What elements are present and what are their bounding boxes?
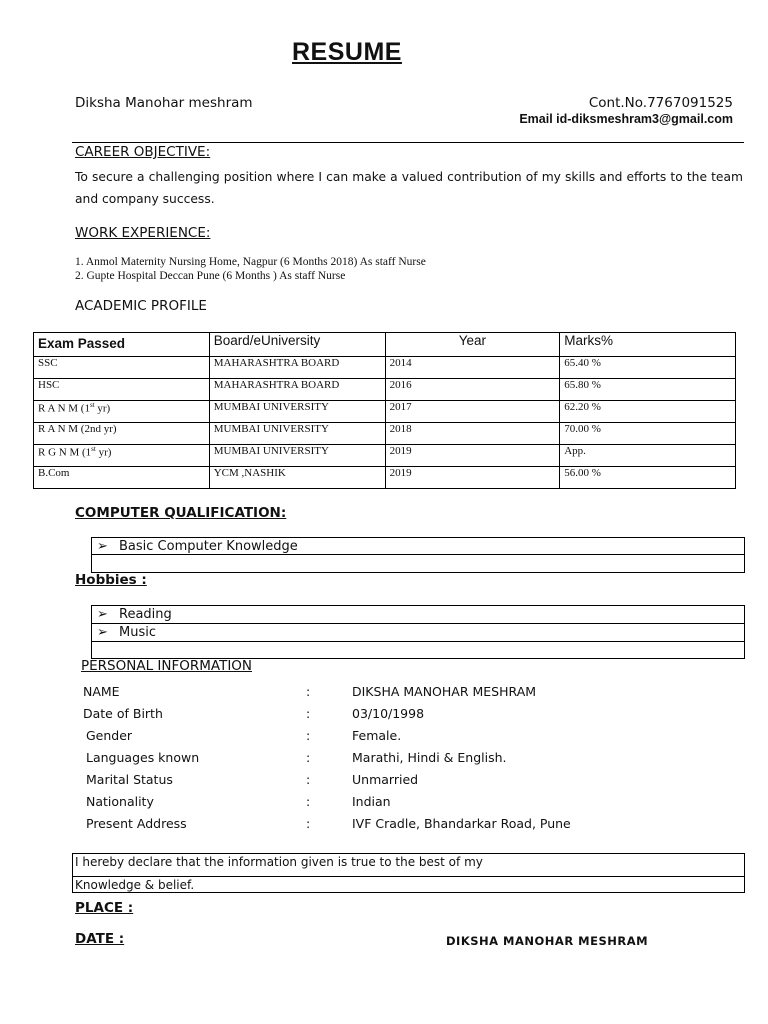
work-experience-heading: WORK EXPERIENCE:: [75, 225, 211, 241]
pi-separator: :: [306, 728, 311, 743]
pi-label-gender: Gender: [86, 728, 133, 743]
resume-title: RESUME: [292, 38, 402, 66]
table-row: [34, 379, 736, 401]
pi-value-dob: 03/10/1998: [352, 706, 425, 721]
academic-table: [33, 332, 736, 489]
arrow-bullet-icon: ➢: [97, 539, 108, 554]
contact-number: Cont.No.7767091525: [588, 95, 733, 111]
marks-cell: 62.20 %: [560, 401, 736, 423]
hobbies-heading: Hobbies :: [75, 572, 147, 588]
table-row: [34, 401, 736, 423]
place-label: PLACE :: [75, 900, 134, 916]
year-cell: 2019: [385, 445, 560, 467]
exam-cell: R A N M (2nd yr): [34, 423, 210, 445]
arrow-bullet-icon: ➢: [97, 625, 108, 640]
board-cell: MUMBAI UNIVERSITY: [209, 423, 385, 445]
pi-value-nationality: Indian: [352, 794, 391, 809]
column-header-board: Board/eUniversity: [209, 333, 385, 357]
board-cell: YCM ,NASHIK: [209, 467, 385, 489]
table-row: [34, 467, 736, 489]
marks-cell: App.: [560, 445, 736, 467]
table-header-row: [34, 333, 736, 357]
work-experience-list: [75, 255, 426, 283]
pi-label-languages: Languages known: [86, 750, 200, 765]
pi-separator: :: [306, 706, 311, 721]
exam-cell: R G N M (1st yr): [34, 445, 210, 467]
hobby-item: Reading: [119, 607, 172, 622]
pi-separator: :: [306, 750, 311, 765]
work-item: 2. Gupte Hospital Deccan Pune (6 Months ) As staff Nurse: [75, 270, 346, 282]
exam-cell: HSC: [34, 379, 210, 401]
signature-name: DIKSHA MANOHAR MESHRAM: [446, 934, 649, 948]
table-row: [34, 357, 736, 379]
candidate-name: Diksha Manohar meshram: [75, 95, 253, 111]
board-cell: MAHARASHTRA BOARD: [209, 379, 385, 401]
exam-cell: B.Com: [34, 467, 210, 489]
pi-label-dob: Date of Birth: [83, 706, 163, 721]
year-cell: 2019: [385, 467, 560, 489]
marks-cell: 65.80 %: [560, 379, 736, 401]
empty-box-row: [91, 641, 745, 659]
board-cell: MUMBAI UNIVERSITY: [209, 401, 385, 423]
pi-label-address: Present Address: [86, 816, 187, 831]
hobby-item: Music: [119, 625, 156, 640]
pi-value-address: IVF Cradle, Bhandarkar Road, Pune: [352, 816, 571, 831]
exam-cell: SSC: [34, 357, 210, 379]
list-item: [91, 605, 745, 624]
list-item: [91, 623, 745, 642]
pi-label-nationality: Nationality: [86, 794, 154, 809]
pi-label-name: NAME: [83, 684, 120, 699]
career-objective-heading: CAREER OBJECTIVE:: [75, 144, 211, 160]
career-objective-text: To secure a challenging position where I can make a valued contribution of my skills and efforts to the team and company success.: [75, 170, 743, 206]
marks-cell: 56.00 %: [560, 467, 736, 489]
pi-value-name: DIKSHA MANOHAR MESHRAM: [352, 684, 537, 699]
year-cell: 2014: [385, 357, 560, 379]
year-cell: 2017: [385, 401, 560, 423]
pi-separator: :: [306, 794, 311, 809]
declaration-line-1: I hereby declare that the information given is true to the best of my: [72, 853, 745, 877]
table-row: [34, 445, 736, 467]
pi-separator: :: [306, 816, 311, 831]
email-address: Email id-diksmeshram3@gmail.com: [519, 112, 733, 126]
empty-box-row: [91, 555, 745, 573]
column-header-exam: Exam Passed: [34, 333, 210, 357]
column-header-marks: Marks%: [560, 333, 736, 357]
pi-separator: :: [306, 684, 311, 699]
exam-cell: R A N M (1st yr): [34, 401, 210, 423]
year-cell: 2018: [385, 423, 560, 445]
marks-cell: 70.00 %: [560, 423, 736, 445]
table-row: [34, 423, 736, 445]
pi-label-marital-status: Marital Status: [86, 772, 173, 787]
header-divider: [72, 142, 744, 143]
list-item: [91, 537, 745, 555]
academic-profile-heading: ACADEMIC PROFILE: [75, 298, 207, 314]
board-cell: MUMBAI UNIVERSITY: [209, 445, 385, 467]
work-item: 1. Anmol Maternity Nursing Home, Nagpur (6 Months 2018) As staff Nurse: [75, 256, 426, 268]
column-header-year: Year: [385, 333, 560, 357]
marks-cell: 65.40 %: [560, 357, 736, 379]
declaration-line-2: Knowledge & belief.: [72, 876, 745, 893]
date-label: DATE :: [75, 931, 125, 947]
computer-skill: Basic Computer Knowledge: [119, 539, 298, 554]
computer-qualification-heading: COMPUTER QUALIFICATION:: [75, 505, 287, 521]
pi-value-gender: Female.: [352, 728, 402, 743]
pi-value-marital-status: Unmarried: [352, 772, 419, 787]
year-cell: 2016: [385, 379, 560, 401]
arrow-bullet-icon: ➢: [97, 607, 108, 622]
board-cell: MAHARASHTRA BOARD: [209, 357, 385, 379]
personal-information-heading: PERSONAL INFORMATION: [81, 658, 253, 674]
pi-separator: :: [306, 772, 311, 787]
pi-value-languages: Marathi, Hindi & English.: [352, 750, 507, 765]
